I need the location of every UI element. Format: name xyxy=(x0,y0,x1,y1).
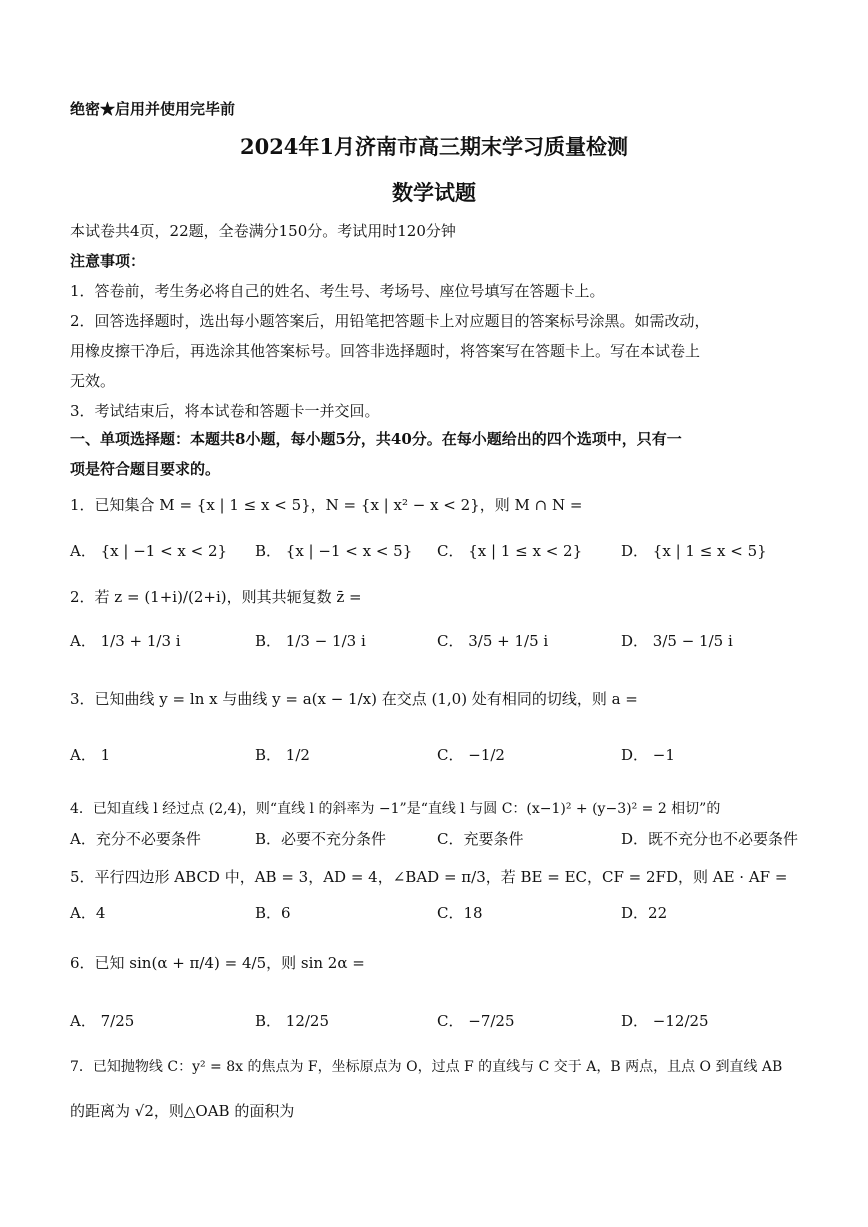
section-heading-2: 项是符合题目要求的。 xyxy=(70,460,221,478)
q3-option-a[interactable]: A． 1 xyxy=(70,746,111,764)
q4-option-a[interactable]: A．充分不必要条件 xyxy=(70,830,201,848)
question-1-stem: 1．已知集合 M = {x | 1 ≤ x < 5}，N = {x | x² − x < 2}，则 M ∩ N = xyxy=(70,496,583,514)
q4-option-d[interactable]: D．既不充分也不必要条件 xyxy=(621,830,799,848)
q2-option-c[interactable]: C． 3/5 + 1/5 i xyxy=(437,632,549,650)
exam-title: 2024年1月济南市高三期末学习质量检测 xyxy=(239,134,629,159)
notes-heading: 注意事项： xyxy=(70,252,146,270)
q6-option-b[interactable]: B． 12/25 xyxy=(255,1012,330,1030)
q1-option-a[interactable]: A． {x | −1 < x < 2} xyxy=(70,542,228,560)
note-2b: 用橡皮擦干净后，再选涂其他答案标号。回答非选择题时，将答案写在答题卡上。写在本试卷上 xyxy=(70,342,701,360)
question-3-stem: 3．已知曲线 y = ln x 与曲线 y = a(x − 1/x) 在交点 (1,0) 处有相同的切线，则 a = xyxy=(70,690,638,708)
exam-subtitle: 数学试题 xyxy=(392,180,476,205)
q2-option-d[interactable]: D． 3/5 − 1/5 i xyxy=(621,632,733,650)
question-4-stem: 4．已知直线 l 经过点 (2,4)，则“直线 l 的斜率为 −1”是“直线 l 与圆 C：(x−1)² + (y−3)² = 2 相切”的 xyxy=(70,801,721,817)
q6-option-d[interactable]: D． −12/25 xyxy=(621,1012,709,1030)
q2-option-a[interactable]: A． 1/3 + 1/3 i xyxy=(70,632,181,650)
secret-label: 绝密★启用并使用完毕前 xyxy=(70,100,236,118)
note-3: 3．考试结束后，将本试卷和答题卡一并交回。 xyxy=(70,402,380,420)
q1-option-c[interactable]: C． {x | 1 ≤ x < 2} xyxy=(437,542,583,560)
q3-option-d[interactable]: D． −1 xyxy=(621,746,675,764)
q5-option-d[interactable]: D．22 xyxy=(621,904,668,922)
q3-option-c[interactable]: C． −1/2 xyxy=(437,746,505,764)
q2-option-b[interactable]: B． 1/3 − 1/3 i xyxy=(255,632,366,650)
q1-option-b[interactable]: B． {x | −1 < x < 5} xyxy=(255,542,413,560)
q5-option-c[interactable]: C．18 xyxy=(437,904,483,922)
note-2a: 2．回答选择题时，选出每小题答案后，用铅笔把答题卡上对应题目的答案标号涂黑。如需改动， xyxy=(70,312,710,330)
q5-option-a[interactable]: A．4 xyxy=(70,904,106,922)
question-5-stem: 5．平行四边形 ABCD 中，AB = 3，AD = 4，∠BAD = π/3，若 BE = EC，CF = 2FD，则 AE · AF = xyxy=(70,868,788,886)
q1-option-d[interactable]: D． {x | 1 ≤ x < 5} xyxy=(621,542,767,560)
question-7-stem-cont: 的距离为 √2，则△OAB 的面积为 xyxy=(70,1102,295,1120)
section-heading-1: 一、单项选择题：本题共8小题，每小题5分，共40分。在每小题给出的四个选项中，只有一 xyxy=(70,430,682,448)
question-7-stem: 7．已知抛物线 C：y² = 8x 的焦点为 F，坐标原点为 O，过点 F 的直线与 C 交于 A，B 两点，且点 O 到直线 AB xyxy=(70,1059,783,1075)
q4-option-b[interactable]: B．必要不充分条件 xyxy=(255,830,387,848)
note-2c: 无效。 xyxy=(70,372,116,390)
q6-option-a[interactable]: A． 7/25 xyxy=(70,1012,135,1030)
q6-option-c[interactable]: C． −7/25 xyxy=(437,1012,515,1030)
question-6-stem: 6．已知 sin(α + π/4) = 4/5，则 sin 2α = xyxy=(70,954,365,972)
question-2-stem: 2．若 z = (1+i)/(2+i)，则其共轭复数 z̄ = xyxy=(70,588,362,606)
exam-intro: 本试卷共4页，22题，全卷满分150分。考试用时120分钟 xyxy=(70,222,456,240)
q4-option-c[interactable]: C．充要条件 xyxy=(437,830,524,848)
note-1: 1．答卷前，考生务必将自己的姓名、考生号、考场号、座位号填写在答题卡上。 xyxy=(70,282,605,300)
q3-option-b[interactable]: B． 1/2 xyxy=(255,746,310,764)
q5-option-b[interactable]: B．6 xyxy=(255,904,291,922)
